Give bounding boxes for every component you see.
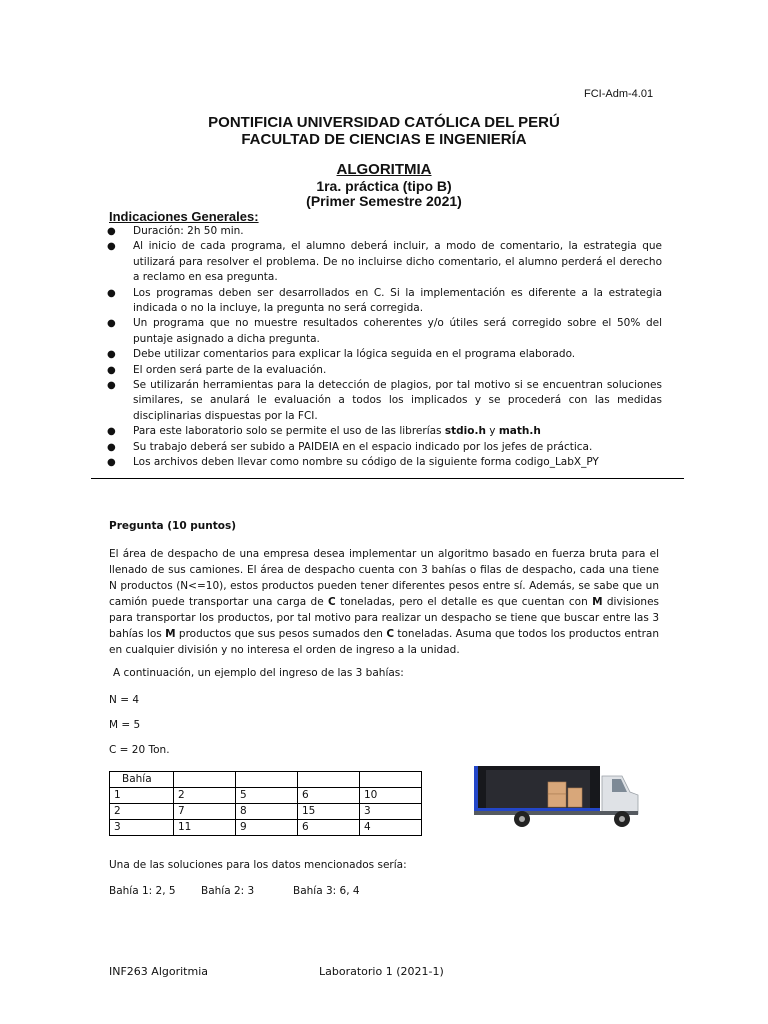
bullet-icon: ●	[107, 441, 116, 453]
solution-bay-2: Bahía 2: 3	[201, 885, 255, 897]
course-title: ALGORITMIA	[336, 161, 432, 178]
list-item: ● Un programa que no muestre resultados coherentes y/o útiles será corregido sobre el 50% del puntaje asignado a dicha pregunta.	[107, 317, 662, 345]
semester: (Primer Semestre 2021)	[306, 193, 462, 209]
list-item: ● Duración: 2h 50 min.	[106, 224, 662, 239]
bullet-icon: ●	[107, 380, 116, 392]
list-item: ● Al inicio de cada programa, el alumno deberá incluir, a modo de comentario, la estrategia que utilizará para resolver el problema. De no incluirse dicho comentario, el alumno perderá el derecho a reclamo en esa pregunta.	[107, 240, 662, 284]
c-value: C = 20 Ton.	[109, 744, 170, 756]
list-item: ● Los archivos deben llevar como nombre su código de la siguiente forma codigo_LabX_PY	[106, 455, 662, 470]
table-header-cell	[236, 772, 298, 788]
table-cell: 15	[298, 804, 360, 820]
table-cell: 8	[236, 804, 298, 820]
list-item-libraries: ● Para este laboratorio solo se permite el uso de las librerías stdio.h y math.h	[106, 424, 662, 439]
list-item: ● Debe utilizar comentarios para explicar la lógica seguida en el programa elaborado.	[106, 347, 662, 362]
table-row	[110, 820, 422, 836]
bullet-icon: ●	[107, 364, 116, 376]
list-item: ● Se utilizarán herramientas para la detección de plagios, por tal motivo si se encuentran soluciones similares, se anulará le evaluación a todos los implicados y se procederá con las medidas disciplinarias dispuestas por la FCI.	[107, 379, 662, 422]
bays-table	[109, 771, 422, 836]
table-cell: 2	[110, 804, 174, 820]
n-value: N = 4	[109, 694, 140, 706]
m-value: M = 5	[109, 719, 141, 731]
table-cell: 7	[174, 804, 236, 820]
indications-list	[106, 224, 662, 471]
question-statement: El área de despacho de una empresa desea implementar un algoritmo basado en fuerza bruta para el llenado de sus camiones. El área de despacho cuenta con 3 bahías o filas de despacho, cada una tiene N productos (N<=10), estos productos pueden tener diferentes pesos entre sí. Además, se sabe que un camión puede transportar una carga de C toneladas, pero el detalle es que cuentan con M divisiones para transportar los productos, por tal motivo para realizar un despacho se tiene que buscar entre las 3 bahías los M productos que sus pesos sumados den C toneladas. Asuma que todos los productos entran en cualquier división y no interesa el orden de ingreso a la unidad.	[109, 548, 660, 656]
table-header-cell	[174, 772, 236, 788]
solution-bay-3: Bahía 3: 6, 4	[293, 885, 360, 897]
table-cell: 6	[298, 820, 360, 836]
list-item: ● Su trabajo deberá ser subido a PAIDEIA en el espacio indicado por los jefes de práctica.	[106, 440, 662, 455]
footer-course: INF263 Algoritmia	[109, 965, 208, 978]
table-cell: 5	[236, 788, 298, 804]
example-intro: A continuación, un ejemplo del ingreso de las 3 bahías:	[113, 667, 404, 679]
table-header-cell	[360, 772, 422, 788]
table-cell: 2	[174, 788, 236, 804]
bullet-icon: ●	[107, 287, 116, 299]
university-name: PONTIFICIA UNIVERSIDAD CATÓLICA DEL PERÚ	[208, 114, 560, 131]
table-cell: 4	[360, 820, 422, 836]
table-header-cell: Bahía	[110, 772, 174, 788]
table-cell: 11	[174, 820, 236, 836]
table-cell: 3	[360, 804, 422, 820]
solution-intro: Una de las soluciones para los datos mencionados sería:	[109, 859, 407, 871]
footer-lab: Laboratorio 1 (2021-1)	[319, 965, 444, 978]
cargo-box	[548, 782, 566, 794]
list-item: ● El orden será parte de la evaluación.	[106, 363, 662, 378]
document-code: FCI-Adm-4.01	[584, 88, 654, 100]
question-title: Pregunta (10 puntos)	[109, 520, 237, 532]
table-header-row	[110, 772, 422, 788]
table-header-cell	[298, 772, 360, 788]
bullet-icon: ●	[107, 226, 116, 237]
faculty-name: FACULTAD DE CIENCIAS E INGENIERÍA	[241, 131, 527, 148]
bullet-icon: ●	[107, 241, 116, 253]
table-row	[110, 788, 422, 804]
truck-illustration	[472, 762, 642, 828]
practice-type: 1ra. práctica (tipo B)	[316, 178, 452, 194]
list-item: ● Los programas deben ser desarrollados en C. Si la implementación es diferente a la estrategia indicada o no la incluye, la pregunta no será corregida.	[107, 286, 662, 315]
bullet-icon: ●	[107, 457, 116, 469]
library-math: math.h	[498, 425, 541, 438]
cargo-box	[548, 794, 566, 807]
cargo-box	[568, 788, 582, 807]
indications-title: Indicaciones Generales:	[109, 209, 259, 224]
table-row	[110, 804, 422, 820]
table-cell: 1	[110, 788, 174, 804]
table-cell: 10	[360, 788, 422, 804]
table-cell: 9	[236, 820, 298, 836]
bullet-icon: ●	[107, 426, 116, 438]
bullet-icon: ●	[107, 349, 116, 361]
bullet-icon: ●	[107, 318, 116, 330]
table-cell: 6	[298, 788, 360, 804]
library-stdio: stdio.h	[444, 425, 486, 438]
table-cell: 3	[110, 820, 174, 836]
section-divider	[91, 478, 684, 479]
solution-bay-1: Bahía 1: 2, 5	[109, 885, 176, 897]
